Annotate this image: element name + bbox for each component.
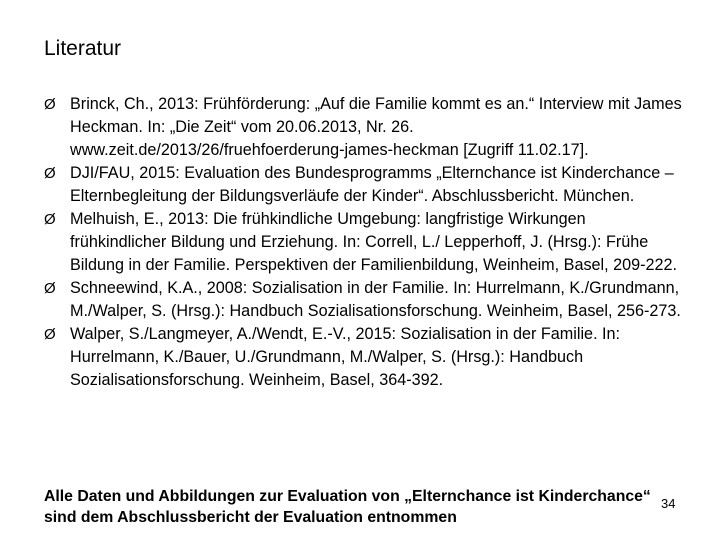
reference-item bbox=[44, 162, 684, 208]
reference-text: DJI/FAU, 2015: Evaluation des Bundesprogramms „Elternchance ist Kinderchance – Elternbegleitung der Bildungsverläufe der Kinder“. Abschlussbericht. München. bbox=[70, 164, 674, 205]
reference-item bbox=[44, 277, 684, 323]
arrow-bullet-icon: Ø bbox=[44, 165, 56, 182]
reference-list bbox=[44, 93, 684, 392]
page-title: Literatur bbox=[44, 37, 122, 60]
reference-text: Schneewind, K.A., 2008: Sozialisation in der Familie. In: Hurrelmann, K./Grundmann, M./Walper, S. (Hrsg.): Handbuch Sozialisationsforschung. Weinheim, Basel, 256-273. bbox=[70, 279, 681, 320]
reference-item bbox=[44, 208, 684, 277]
arrow-bullet-icon: Ø bbox=[44, 280, 56, 297]
reference-item bbox=[44, 93, 684, 162]
arrow-bullet-icon: Ø bbox=[44, 96, 56, 113]
arrow-bullet-icon: Ø bbox=[44, 211, 56, 228]
footnote: Alle Daten und Abbildungen zur Evaluation von „Elternchance ist Kinderchance“ sind dem Abschlussbericht der Evaluation entnommen bbox=[44, 488, 651, 526]
page-number: 34 bbox=[661, 496, 676, 511]
reference-text: Brinck, Ch., 2013: Frühförderung: „Auf die Familie kommt es an.“ Interview mit James Heckman. In: „Die Zeit“ vom 20.06.2013, Nr. 26. www.zeit.de/2013/26/fruehfoerderung-james-heckman [Zugriff 11.02.17]. bbox=[70, 95, 682, 159]
reference-item bbox=[44, 323, 684, 392]
arrow-bullet-icon: Ø bbox=[44, 326, 56, 343]
reference-text: Walper, S./Langmeyer, A./Wendt, E.-V., 2015: Sozialisation in der Familie. In: Hurrelmann, K./Bauer, U./Grundmann, M./Walper, S. (Hrsg.): Handbuch Sozialisationsforschung. Weinheim, Basel, 364-392. bbox=[70, 325, 621, 389]
reference-text: Melhuish, E., 2013: Die frühkindliche Umgebung: langfristige Wirkungen frühkindlicher Bildung und Erziehung. In: Correll, L./ Lepperhoff, J. (Hrsg.): Frühe Bildung in der Familie. Perspektiven der Familienbildung, Weinheim, Basel, 209-222. bbox=[70, 210, 678, 274]
